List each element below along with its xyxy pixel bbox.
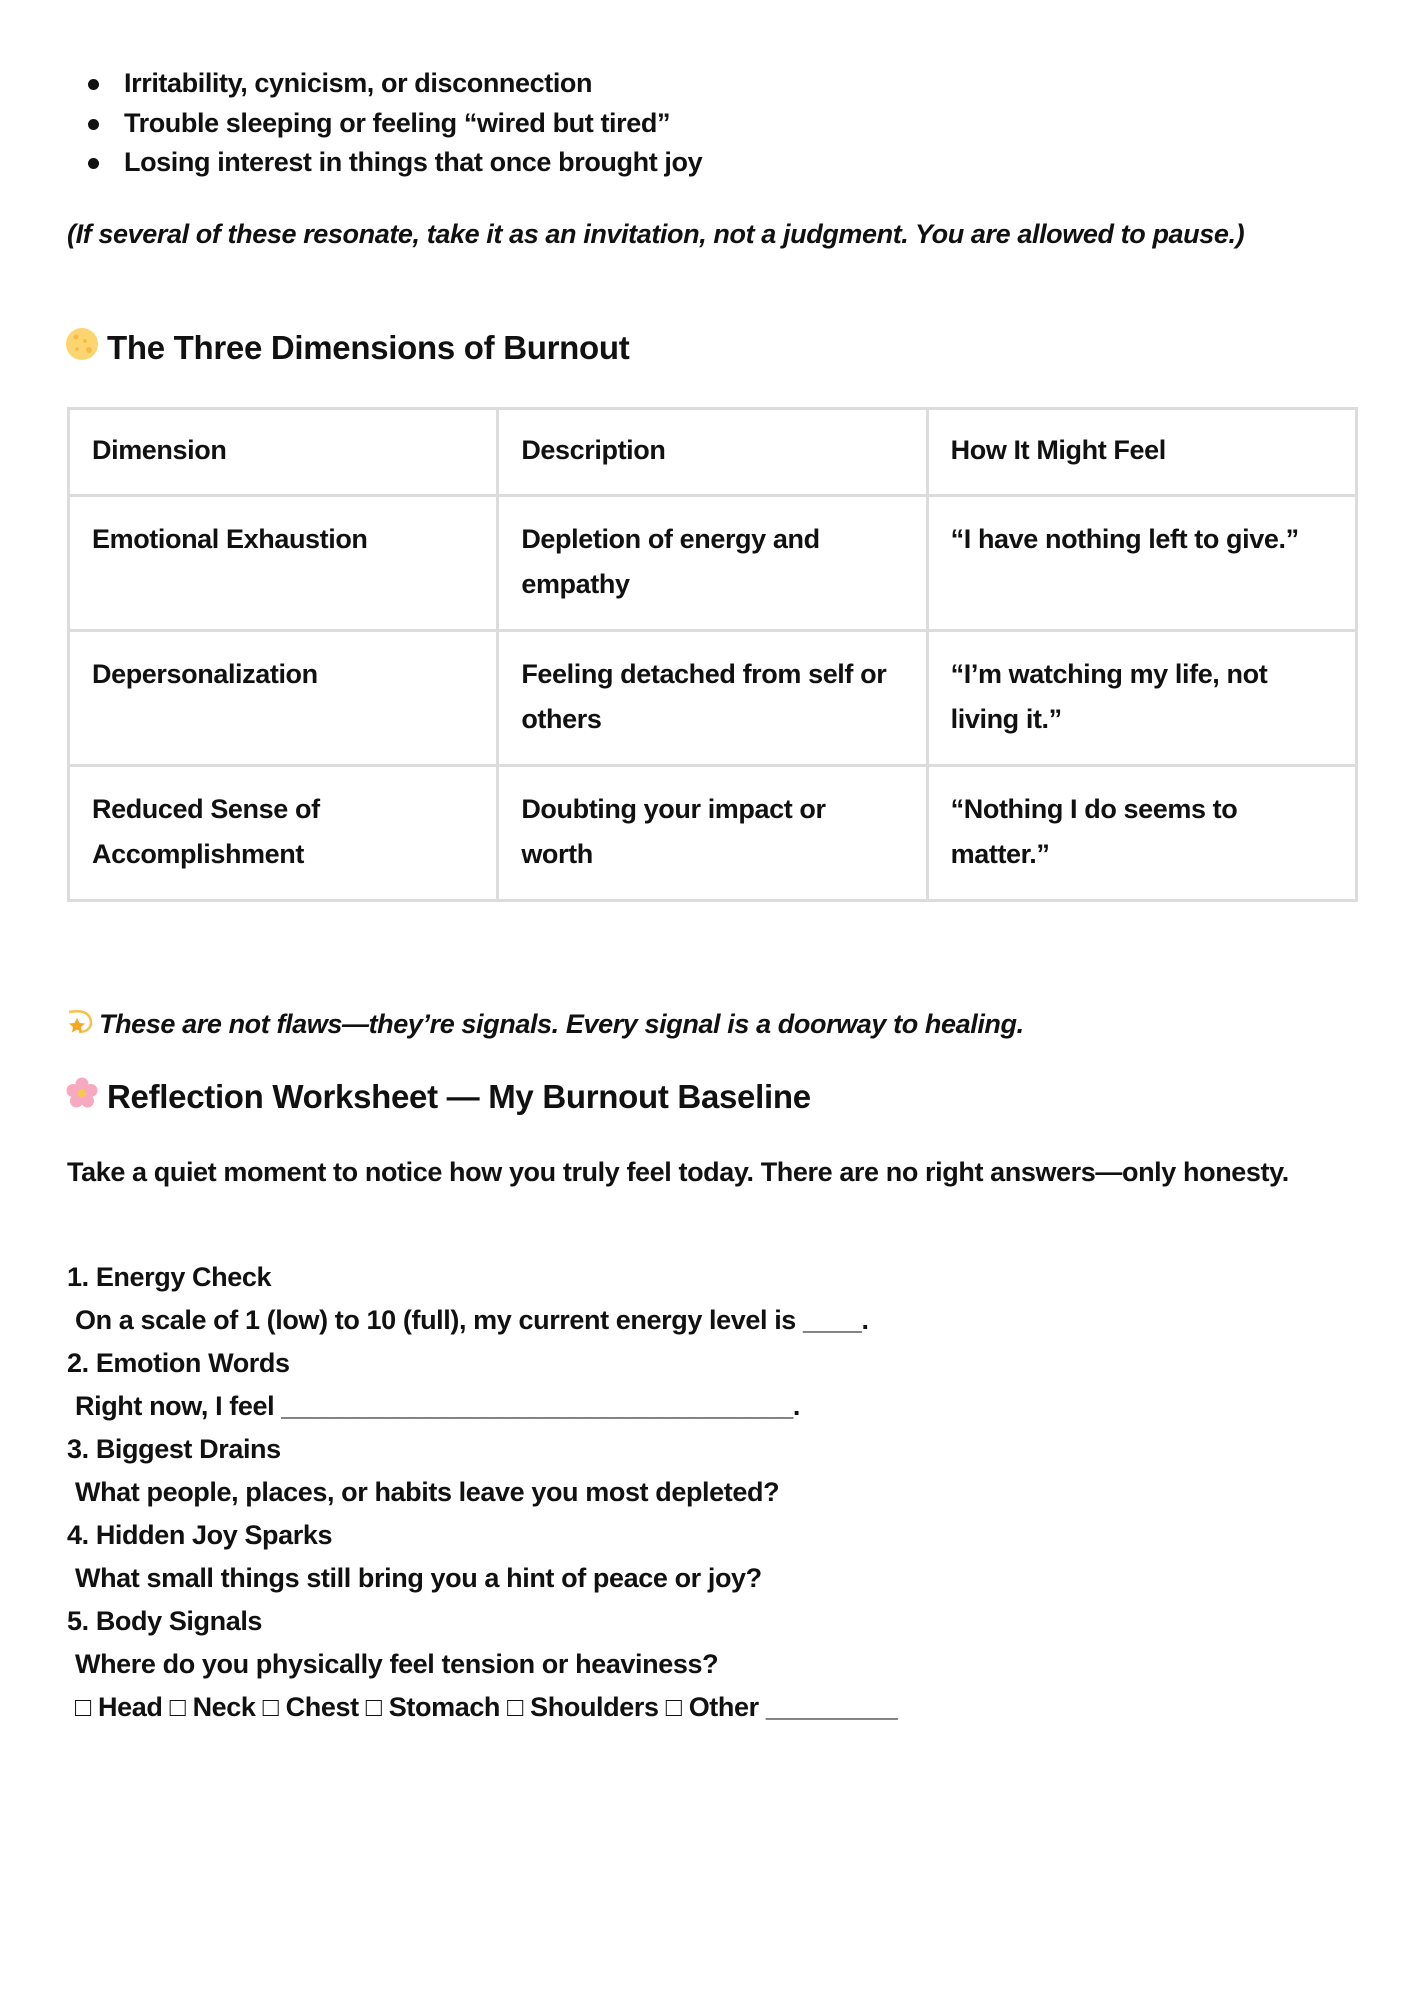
section-heading-dimensions <box>65 327 629 369</box>
table-header-row <box>69 409 1357 496</box>
list-item <box>88 64 702 104</box>
table-cell: “I’m watching my life, not living it.” <box>927 631 1356 766</box>
checkbox-chest[interactable]: □ Chest <box>262 1692 359 1722</box>
item-title: 1. Energy Check <box>67 1262 272 1292</box>
shooting-star-icon <box>65 1006 95 1043</box>
table-cell: Emotional Exhaustion <box>69 496 498 631</box>
checkbox-label: Head <box>98 1692 163 1722</box>
checkbox-label: Neck <box>192 1692 256 1722</box>
item-title: 3. Biggest Drains <box>67 1434 281 1464</box>
checkbox-stomach[interactable]: □ Stomach <box>365 1692 501 1722</box>
bullet-text: Losing interest in things that once brought joy <box>124 147 703 177</box>
body-checkbox-row <box>67 1686 897 1729</box>
section-title: The Three Dimensions of Burnout <box>107 329 630 366</box>
table-row <box>69 631 1357 766</box>
other-blank[interactable]: _________ <box>765 1692 898 1722</box>
bullet-text: Irritability, cynicism, or disconnection <box>124 68 593 98</box>
table-cell: Depersonalization <box>69 631 498 766</box>
checkbox-label: Other <box>688 1692 759 1722</box>
item-title: 4. Hidden Joy Sparks <box>67 1520 333 1550</box>
table-cell: “Nothing I do seems to matter.” <box>927 766 1356 901</box>
checkbox-label: Chest <box>285 1692 359 1722</box>
column-header: Dimension <box>69 409 498 496</box>
checkbox-label: Shoulders <box>530 1692 659 1722</box>
section-heading-worksheet <box>65 1076 811 1118</box>
item-prompt: Right now, I feel ___________________________________. <box>75 1391 800 1421</box>
table-cell: Depletion of energy and empathy <box>498 496 927 631</box>
item-prompt: Where do you physically feel tension or heaviness? <box>75 1649 719 1679</box>
item-prompt: What people, places, or habits leave you most depleted? <box>75 1477 780 1507</box>
table-cell: “I have nothing left to give.” <box>927 496 1356 631</box>
item-title: 5. Body Signals <box>67 1606 263 1636</box>
worksheet-items <box>67 1256 897 1729</box>
checkbox-shoulders[interactable]: □ Shoulders <box>507 1692 659 1722</box>
checkbox-head[interactable]: □ Head <box>75 1692 163 1722</box>
checkbox-other[interactable]: □ Other <box>665 1692 759 1722</box>
table-cell: Reduced Sense of Accomplishment <box>69 766 498 901</box>
bullet-text: Trouble sleeping or feeling “wired but tired” <box>124 107 671 138</box>
bullet-icon <box>88 79 99 90</box>
bullet-icon <box>88 119 99 130</box>
checkbox-neck[interactable]: □ Neck <box>169 1692 256 1722</box>
checkbox-label: Stomach <box>388 1692 501 1722</box>
section-title: Reflection Worksheet — My Burnout Baseline <box>107 1078 811 1115</box>
item-prompt: What small things still bring you a hint of peace or joy? <box>75 1563 762 1593</box>
table-row <box>69 766 1357 901</box>
table-cell: Feeling detached from self or others <box>498 631 927 766</box>
worksheet-intro: Take a quiet moment to notice how you truly feel today. There are no right answers—only honesty. <box>67 1157 1289 1187</box>
column-header: Description <box>498 409 927 496</box>
signal-note-text: These are not flaws—they’re signals. Every signal is a doorway to healing. <box>99 1009 1024 1039</box>
list-item <box>88 104 702 144</box>
item-title: 2. Emotion Words <box>67 1348 290 1378</box>
symptom-list <box>88 64 702 183</box>
bullet-icon <box>88 158 99 169</box>
table-cell: Doubting your impact or worth <box>498 766 927 901</box>
list-item <box>88 143 702 183</box>
table-row <box>69 496 1357 631</box>
signal-note <box>65 1006 1024 1043</box>
dimensions-table <box>67 407 1358 902</box>
moon-icon <box>65 327 99 369</box>
column-header: How It Might Feel <box>927 409 1356 496</box>
invitation-note: (If several of these resonate, take it as an invitation, not a judgment. You are allowed to pause.) <box>67 219 1245 249</box>
item-prompt: On a scale of 1 (low) to 10 (full), my current energy level is ____. <box>75 1305 869 1335</box>
cherry-blossom-icon <box>65 1076 99 1118</box>
